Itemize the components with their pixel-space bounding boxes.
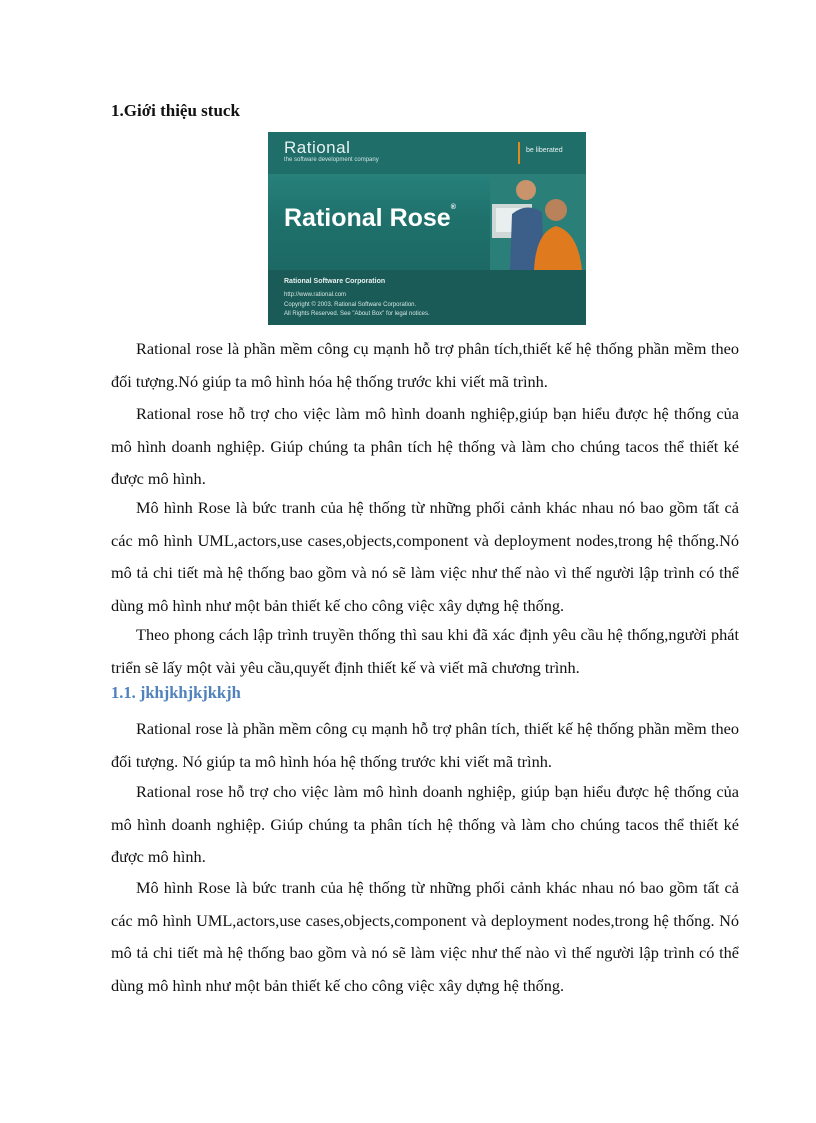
registered-mark: ® (450, 204, 456, 211)
product-name (284, 204, 456, 233)
section-heading: 1.Giới thiệu stuck (111, 101, 240, 120)
rational-logo-text: Rational (284, 138, 351, 157)
banner-separator (518, 142, 520, 164)
paragraph: Theo phong cách lập trình truyền thống thì sau khi đã xác định yêu cầu hệ thống,người phát triển sẽ lấy một vài yêu cầu,quyết định thiết kế và viết mã chương trình. (111, 625, 739, 677)
banner-slogan: be liberated (526, 147, 563, 154)
banner-tagline: the software development company (284, 157, 379, 163)
paragraph: Rational rose là phần mềm công cụ mạnh hỗ trợ phân tích,thiết kế hệ thống phần mềm theo đối tượng.Nó giúp ta mô hình hóa hệ thống trước khi viết mã trình. (111, 339, 739, 391)
copyright-line-2: All Rights Reserved. See "About Box" for legal notices. (284, 311, 430, 317)
company-url: http://www.rational.com (284, 292, 347, 298)
paragraph: Rational rose là phần mềm công cụ mạnh hỗ trợ phân tích, thiết kế hệ thống phần mềm theo đối tượng. Nó giúp ta mô hình hóa hệ thống trước khi viết mã trình. (111, 719, 739, 771)
paragraph: Mô hình Rose là bức tranh của hệ thống từ những phối cảnh khác nhau nó bao gồm tất cả các mô hình UML,actors,use cases,objects,component và deployment nodes,trong hệ thống. Nó mô tả chi tiết mà hệ thống bao gồm và nó sẽ làm việc như thế nào vì thế người lập trình có thể dùng mô hình như một bản thiết kế cho công việc xây dựng hệ thống. (111, 878, 739, 995)
subsection-heading: 1.1. jkhjkhjkjkkjh (111, 683, 241, 702)
rational-rose-splash-image (268, 132, 586, 325)
corporation-name: Rational Software Corporation (284, 278, 386, 285)
product-name-text: Rational Rose (284, 204, 451, 232)
paragraph: Rational rose hỗ trợ cho việc làm mô hình doanh nghiệp, giúp bạn hiểu được hệ thống của mô hình doanh nghiệp. Giúp chúng ta phân tích hệ thống và làm cho chúng tacos thể thiết ké được mô hình. (111, 782, 739, 866)
copyright-line-1: Copyright © 2003. Rational Software Corporation. (284, 302, 417, 308)
people-at-computer-photo (490, 174, 586, 270)
paragraph: Mô hình Rose là bức tranh của hệ thống từ những phối cảnh khác nhau nó bao gồm tất cả các mô hình UML,actors,use cases,objects,component và deployment nodes,trong hệ thống.Nó mô tả chi tiết mà hệ thống bao gồm và nó sẽ làm việc như thế nào vì thế người lập trình có thể dùng mô hình như một bản thiết kế cho công việc xây dựng hệ thống. (111, 498, 739, 615)
paragraph: Rational rose hỗ trợ cho việc làm mô hình doanh nghiệp,giúp bạn hiểu được hệ thống của mô hình doanh nghiệp. Giúp chúng ta phân tích hệ thống và làm cho chúng tacos thể thiết ké được mô hình. (111, 404, 739, 488)
